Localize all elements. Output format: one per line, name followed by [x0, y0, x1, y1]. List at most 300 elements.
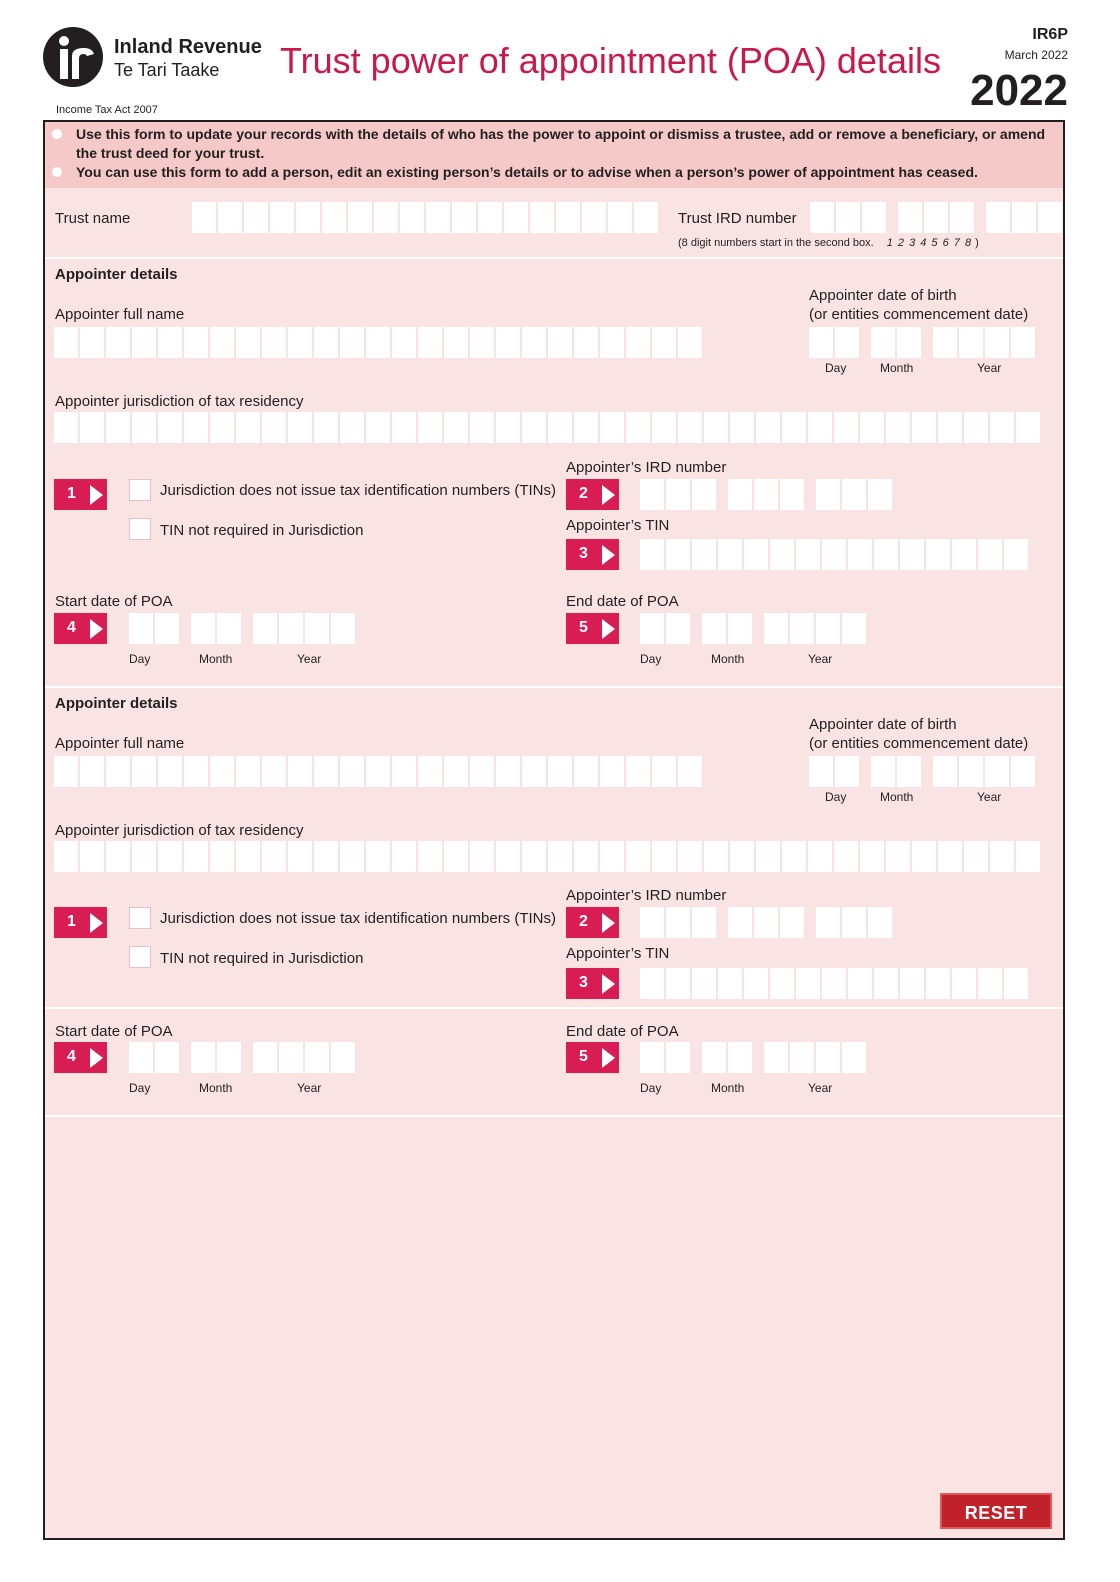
character-box[interactable] [496, 841, 520, 872]
character-box[interactable] [1016, 841, 1040, 872]
character-box[interactable] [702, 1042, 726, 1073]
character-box[interactable] [886, 412, 910, 443]
full-name-input[interactable] [54, 327, 702, 358]
character-box[interactable] [770, 539, 794, 570]
character-box[interactable] [155, 1042, 179, 1073]
dob-input[interactable] [809, 327, 1035, 358]
character-box[interactable] [548, 756, 572, 787]
no-tin-checkbox[interactable] [129, 907, 151, 929]
character-box[interactable] [782, 412, 806, 443]
character-box[interactable] [574, 756, 598, 787]
character-box[interactable] [392, 841, 416, 872]
character-box[interactable] [340, 841, 364, 872]
character-box[interactable] [184, 841, 208, 872]
character-box[interactable] [331, 1042, 355, 1073]
character-box[interactable] [756, 841, 780, 872]
character-box[interactable] [348, 202, 372, 233]
character-box[interactable] [754, 907, 778, 938]
character-box[interactable] [262, 327, 286, 358]
character-box[interactable] [964, 841, 988, 872]
dob-input[interactable] [809, 756, 1035, 787]
character-box[interactable] [548, 327, 572, 358]
character-box[interactable] [692, 539, 716, 570]
character-box[interactable] [530, 202, 554, 233]
character-box[interactable] [106, 327, 130, 358]
character-box[interactable] [444, 412, 468, 443]
character-box[interactable] [444, 756, 468, 787]
arrow-right-icon [90, 619, 103, 639]
character-box[interactable] [666, 968, 690, 999]
character-box[interactable] [626, 841, 650, 872]
character-box[interactable] [184, 327, 208, 358]
character-box[interactable] [444, 841, 468, 872]
character-box[interactable] [210, 412, 234, 443]
character-box[interactable] [834, 412, 858, 443]
character-box[interactable] [835, 327, 859, 358]
character-box[interactable] [780, 907, 804, 938]
character-box[interactable] [626, 327, 650, 358]
group-gap [181, 613, 189, 644]
character-box[interactable] [1004, 968, 1028, 999]
character-box[interactable] [782, 841, 806, 872]
character-box[interactable] [835, 756, 859, 787]
character-box[interactable] [704, 841, 728, 872]
character-box[interactable] [1011, 327, 1035, 358]
character-box[interactable] [898, 202, 922, 233]
character-box[interactable] [322, 202, 346, 233]
character-box[interactable] [158, 841, 182, 872]
character-box[interactable] [496, 412, 520, 443]
character-box[interactable] [897, 756, 921, 787]
character-box[interactable] [744, 968, 768, 999]
character-box[interactable] [574, 841, 598, 872]
character-box[interactable] [236, 756, 260, 787]
character-box[interactable] [959, 327, 983, 358]
character-box[interactable] [470, 841, 494, 872]
character-box[interactable] [756, 412, 780, 443]
character-box[interactable] [132, 327, 156, 358]
character-box[interactable] [868, 479, 892, 510]
character-box[interactable] [236, 412, 260, 443]
character-box[interactable] [692, 968, 716, 999]
character-box[interactable] [288, 327, 312, 358]
character-box[interactable] [444, 327, 468, 358]
character-box[interactable] [678, 756, 702, 787]
character-box[interactable] [692, 479, 716, 510]
no-tin-label: Jurisdiction does not issue tax identification numbers (TINs) [160, 910, 557, 927]
jurisdiction-input[interactable] [54, 841, 1040, 872]
character-box[interactable] [754, 479, 778, 510]
character-box[interactable] [848, 968, 872, 999]
character-box[interactable] [678, 412, 702, 443]
character-box[interactable] [418, 412, 442, 443]
character-box[interactable] [210, 756, 234, 787]
arrow-right-icon [602, 974, 615, 994]
character-box[interactable] [926, 968, 950, 999]
character-box[interactable] [54, 841, 78, 872]
character-box[interactable] [634, 202, 658, 233]
character-box[interactable] [842, 907, 866, 938]
character-box[interactable] [816, 479, 840, 510]
character-box[interactable] [600, 841, 624, 872]
character-box[interactable] [702, 613, 726, 644]
character-box[interactable] [262, 412, 286, 443]
step-3-badge [566, 539, 619, 570]
character-box[interactable] [718, 968, 742, 999]
character-box[interactable] [452, 202, 476, 233]
character-box[interactable] [314, 412, 338, 443]
character-box[interactable] [897, 327, 921, 358]
character-box[interactable] [640, 907, 664, 938]
character-box[interactable] [262, 841, 286, 872]
character-box[interactable] [986, 202, 1010, 233]
badge-number: 1 [67, 913, 76, 930]
character-box[interactable] [809, 327, 833, 358]
character-box[interactable] [366, 841, 390, 872]
character-box[interactable] [990, 412, 1014, 443]
character-box[interactable] [834, 841, 858, 872]
character-box[interactable] [106, 412, 130, 443]
character-box[interactable] [600, 327, 624, 358]
character-box[interactable] [392, 756, 416, 787]
character-box[interactable] [626, 412, 650, 443]
end-date-input[interactable] [640, 613, 866, 644]
character-box[interactable] [608, 202, 632, 233]
character-box[interactable] [132, 841, 156, 872]
section-heading: Appointer details [55, 266, 178, 283]
form-year: 2022 [970, 66, 1068, 115]
character-box[interactable] [1012, 202, 1036, 233]
character-box[interactable] [582, 202, 606, 233]
character-box[interactable] [54, 756, 78, 787]
start-date-input[interactable] [129, 613, 355, 644]
trust-ird-input[interactable] [810, 202, 1062, 233]
character-box[interactable] [652, 327, 676, 358]
character-box[interactable] [912, 412, 936, 443]
character-box[interactable] [418, 841, 442, 872]
character-box[interactable] [816, 907, 840, 938]
trust-name-input[interactable] [192, 202, 658, 233]
character-box[interactable] [938, 841, 962, 872]
character-box[interactable] [305, 1042, 329, 1073]
no-tin-checkbox[interactable] [129, 479, 151, 501]
group-gap [923, 327, 931, 358]
character-box[interactable] [418, 756, 442, 787]
tin-not-required-checkbox[interactable] [129, 946, 151, 968]
character-box[interactable] [666, 479, 690, 510]
character-box[interactable] [886, 841, 910, 872]
ird-number-input[interactable] [640, 907, 892, 938]
tin-input[interactable] [640, 539, 1028, 570]
character-box[interactable] [900, 968, 924, 999]
character-box[interactable] [796, 539, 820, 570]
character-box[interactable] [978, 968, 1002, 999]
character-box[interactable] [816, 613, 840, 644]
character-box[interactable] [80, 841, 104, 872]
character-box[interactable] [874, 539, 898, 570]
character-box[interactable] [374, 202, 398, 233]
character-box[interactable] [279, 613, 303, 644]
character-box[interactable] [809, 756, 833, 787]
group-gap [718, 479, 726, 510]
character-box[interactable] [933, 327, 957, 358]
character-box[interactable] [158, 412, 182, 443]
start-date-input[interactable] [129, 1042, 355, 1073]
character-box[interactable] [504, 202, 528, 233]
character-box[interactable] [574, 327, 598, 358]
character-box[interactable] [132, 756, 156, 787]
bullet-icon [52, 129, 62, 139]
tin-label: Appointer’s TIN [566, 517, 670, 534]
character-box[interactable] [426, 202, 450, 233]
character-box[interactable] [938, 412, 962, 443]
day-caption: Day [825, 361, 847, 375]
character-box[interactable] [314, 841, 338, 872]
jurisdiction-input[interactable] [54, 412, 1040, 443]
character-box[interactable] [184, 412, 208, 443]
character-box[interactable] [288, 841, 312, 872]
character-box[interactable] [340, 756, 364, 787]
character-box[interactable] [764, 613, 788, 644]
character-box[interactable] [366, 756, 390, 787]
character-box[interactable] [796, 968, 820, 999]
tin-not-required-checkbox[interactable] [129, 518, 151, 540]
character-box[interactable] [842, 1042, 866, 1073]
character-box[interactable] [728, 479, 752, 510]
character-box[interactable] [400, 202, 424, 233]
group-gap [243, 1042, 251, 1073]
year-caption: Year [977, 790, 1002, 804]
character-box[interactable] [496, 756, 520, 787]
end-date-input[interactable] [640, 1042, 866, 1073]
character-box[interactable] [236, 327, 260, 358]
character-box[interactable] [80, 327, 104, 358]
character-box[interactable] [522, 412, 546, 443]
character-box[interactable] [640, 479, 664, 510]
character-box[interactable] [728, 907, 752, 938]
character-box[interactable] [1038, 202, 1062, 233]
character-box[interactable] [652, 412, 676, 443]
full-name-input[interactable] [54, 756, 702, 787]
character-box[interactable] [392, 327, 416, 358]
character-box[interactable] [808, 841, 832, 872]
character-box[interactable] [860, 412, 884, 443]
year-caption: Year [808, 652, 833, 666]
character-box[interactable] [191, 1042, 215, 1073]
character-box[interactable] [666, 539, 690, 570]
character-box[interactable] [652, 756, 676, 787]
character-box[interactable] [912, 841, 936, 872]
character-box[interactable] [253, 613, 277, 644]
character-box[interactable] [822, 539, 846, 570]
character-box[interactable] [54, 412, 78, 443]
character-box[interactable] [244, 202, 268, 233]
character-box[interactable] [666, 613, 690, 644]
trust-name-label: Trust name [55, 210, 131, 227]
character-box[interactable] [678, 841, 702, 872]
tin-input[interactable] [640, 968, 1028, 999]
character-box[interactable] [924, 202, 948, 233]
character-box[interactable] [640, 539, 664, 570]
character-box[interactable] [862, 202, 886, 233]
character-box[interactable] [106, 841, 130, 872]
character-box[interactable] [728, 613, 752, 644]
character-box[interactable] [184, 756, 208, 787]
character-box[interactable] [964, 412, 988, 443]
character-box[interactable] [522, 756, 546, 787]
ird-number-input[interactable] [640, 479, 892, 510]
character-box[interactable] [730, 841, 754, 872]
character-box[interactable] [217, 613, 241, 644]
character-box[interactable] [952, 539, 976, 570]
character-box[interactable] [80, 756, 104, 787]
badge-number: 4 [67, 619, 76, 636]
character-box[interactable] [218, 202, 242, 233]
character-box[interactable] [80, 412, 104, 443]
character-box[interactable] [548, 412, 572, 443]
jurisdiction-label: Appointer jurisdiction of tax residency [55, 393, 304, 410]
badge-number: 1 [67, 485, 76, 502]
character-box[interactable] [874, 968, 898, 999]
character-box[interactable] [666, 1042, 690, 1073]
character-box[interactable] [331, 613, 355, 644]
character-box[interactable] [640, 1042, 664, 1073]
character-box[interactable] [848, 539, 872, 570]
reset-form-button[interactable]: RESET FORM [940, 1493, 1052, 1529]
character-box[interactable] [871, 327, 895, 358]
character-box[interactable] [978, 539, 1002, 570]
character-box[interactable] [652, 841, 676, 872]
character-box[interactable] [192, 202, 216, 233]
character-box[interactable] [640, 613, 664, 644]
character-box[interactable] [106, 756, 130, 787]
character-box[interactable] [744, 539, 768, 570]
character-box[interactable] [210, 327, 234, 358]
group-gap [888, 202, 896, 233]
tin-not-required-label: TIN not required in Jurisdiction [160, 522, 364, 539]
character-box[interactable] [808, 412, 832, 443]
character-box[interactable] [418, 327, 442, 358]
character-box[interactable] [842, 479, 866, 510]
character-box[interactable] [478, 202, 502, 233]
character-box[interactable] [340, 412, 364, 443]
character-box[interactable] [666, 907, 690, 938]
group-gap [243, 613, 251, 644]
character-box[interactable] [950, 202, 974, 233]
character-box[interactable] [790, 1042, 814, 1073]
character-box[interactable] [1016, 412, 1040, 443]
character-box[interactable] [626, 756, 650, 787]
character-box[interactable] [158, 756, 182, 787]
character-box[interactable] [842, 613, 866, 644]
character-box[interactable] [288, 412, 312, 443]
character-box[interactable] [132, 412, 156, 443]
character-box[interactable] [470, 327, 494, 358]
character-box[interactable] [871, 756, 895, 787]
character-box[interactable] [770, 968, 794, 999]
dob-label: Appointer date of birth [809, 716, 957, 733]
character-box[interactable] [764, 1042, 788, 1073]
character-box[interactable] [288, 756, 312, 787]
character-box[interactable] [900, 539, 924, 570]
character-box[interactable] [790, 613, 814, 644]
character-box[interactable] [548, 841, 572, 872]
character-box[interactable] [470, 756, 494, 787]
character-box[interactable] [556, 202, 580, 233]
character-box[interactable] [129, 613, 153, 644]
end-date-label: End date of POA [566, 593, 679, 610]
character-box[interactable] [860, 841, 884, 872]
character-box[interactable] [985, 327, 1009, 358]
group-gap [754, 1042, 762, 1073]
character-box[interactable] [985, 756, 1009, 787]
character-box[interactable] [54, 327, 78, 358]
character-box[interactable] [314, 327, 338, 358]
page-title: Trust power of appointment (POA) details [280, 40, 941, 81]
character-box[interactable] [692, 907, 716, 938]
character-box[interactable] [191, 613, 215, 644]
character-box[interactable] [217, 1042, 241, 1073]
character-box[interactable] [262, 756, 286, 787]
character-box[interactable] [210, 841, 234, 872]
character-box[interactable] [816, 1042, 840, 1073]
character-box[interactable] [496, 327, 520, 358]
character-box[interactable] [366, 327, 390, 358]
character-box[interactable] [366, 412, 390, 443]
bullet-icon [52, 167, 62, 177]
character-box[interactable] [718, 539, 742, 570]
character-box[interactable] [574, 412, 598, 443]
character-box[interactable] [959, 756, 983, 787]
character-box[interactable] [158, 327, 182, 358]
character-box[interactable] [730, 412, 754, 443]
character-box[interactable] [704, 412, 728, 443]
character-box[interactable] [836, 202, 860, 233]
character-box[interactable] [522, 327, 546, 358]
character-box[interactable] [780, 479, 804, 510]
character-box[interactable] [253, 1042, 277, 1073]
character-box[interactable] [279, 1042, 303, 1073]
character-box[interactable] [236, 841, 260, 872]
character-box[interactable] [340, 327, 364, 358]
character-box[interactable] [810, 202, 834, 233]
month-caption: Month [711, 652, 745, 666]
character-box[interactable] [392, 412, 416, 443]
character-box[interactable] [933, 756, 957, 787]
character-box[interactable] [952, 968, 976, 999]
character-box[interactable] [600, 412, 624, 443]
character-box[interactable] [522, 841, 546, 872]
character-box[interactable] [990, 841, 1014, 872]
character-box[interactable] [1004, 539, 1028, 570]
character-box[interactable] [926, 539, 950, 570]
character-box[interactable] [822, 968, 846, 999]
character-box[interactable] [155, 613, 179, 644]
character-box[interactable] [314, 756, 338, 787]
character-box[interactable] [270, 202, 294, 233]
character-box[interactable] [640, 968, 664, 999]
character-box[interactable] [1011, 756, 1035, 787]
character-box[interactable] [305, 613, 329, 644]
character-box[interactable] [600, 756, 624, 787]
character-box[interactable] [470, 412, 494, 443]
character-box[interactable] [129, 1042, 153, 1073]
character-box[interactable] [296, 202, 320, 233]
character-box[interactable] [678, 327, 702, 358]
character-box[interactable] [868, 907, 892, 938]
character-box[interactable] [728, 1042, 752, 1073]
dob-label: Appointer date of birth [809, 287, 957, 304]
